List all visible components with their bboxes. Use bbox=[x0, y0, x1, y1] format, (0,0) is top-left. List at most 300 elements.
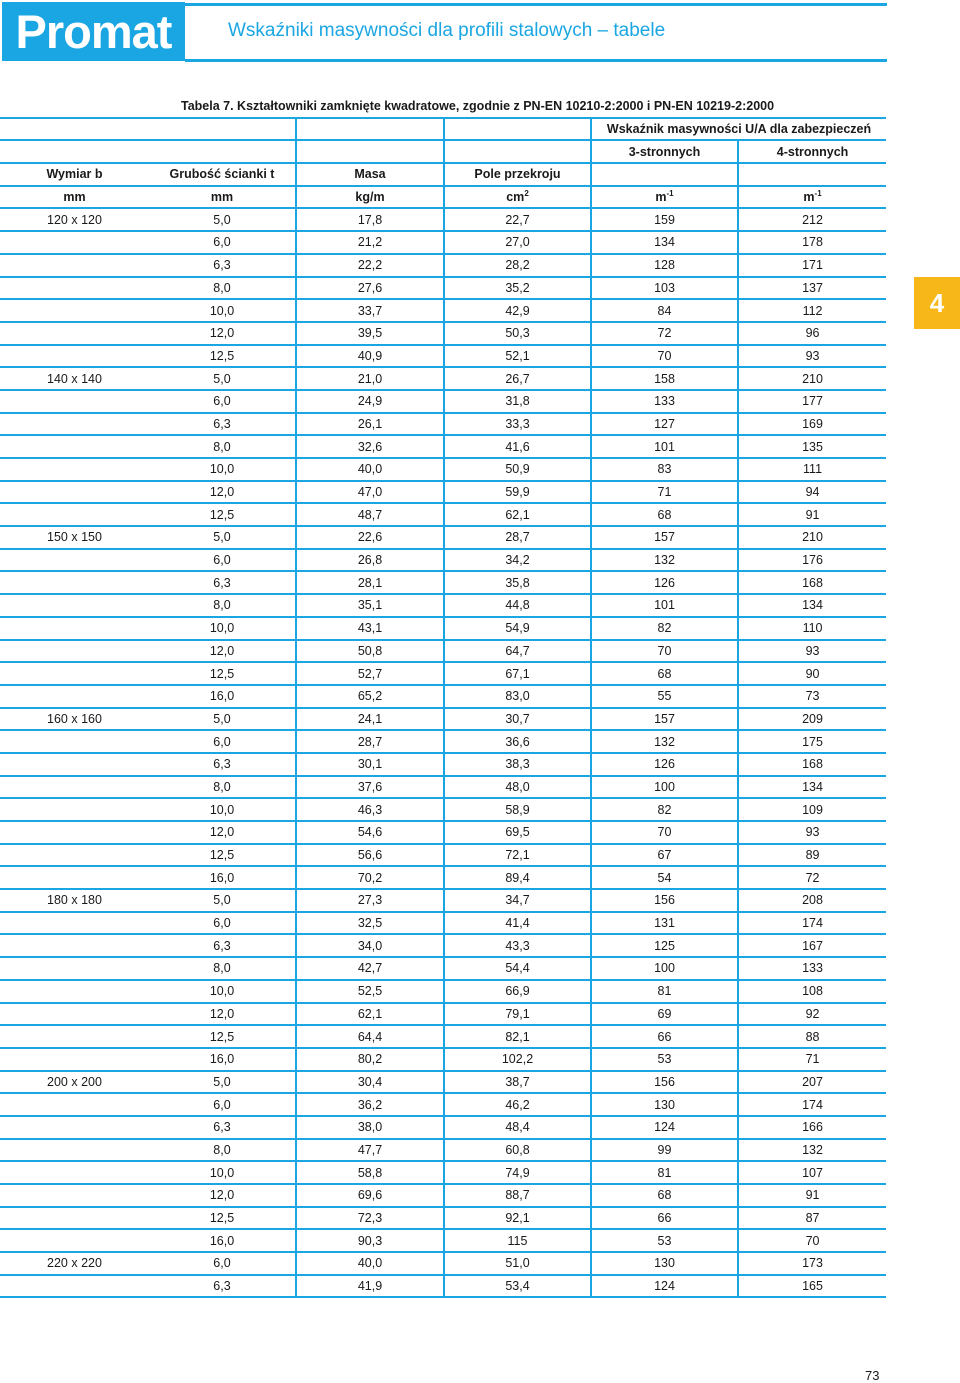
table-cell: 102,2 bbox=[444, 1048, 591, 1071]
table-row bbox=[0, 957, 886, 980]
table-cell: 80,2 bbox=[296, 1048, 444, 1071]
header-cell bbox=[444, 118, 591, 141]
table-cell: 124 bbox=[591, 1116, 738, 1139]
table-cell: 10,0 bbox=[149, 798, 296, 821]
table-cell: 84 bbox=[591, 299, 738, 322]
table-cell: 82,1 bbox=[444, 1025, 591, 1048]
table-cell: 50,3 bbox=[444, 322, 591, 345]
header-row-units bbox=[0, 186, 886, 209]
table-cell: 156 bbox=[591, 889, 738, 912]
table-cell: 32,5 bbox=[296, 912, 444, 935]
table-cell: 10,0 bbox=[149, 1161, 296, 1184]
header-cell bbox=[0, 140, 149, 163]
table-cell: 99 bbox=[591, 1139, 738, 1162]
table-cell bbox=[0, 1048, 149, 1071]
table-cell: 8,0 bbox=[149, 957, 296, 980]
table-cell: 12,0 bbox=[149, 322, 296, 345]
table-cell: 68 bbox=[591, 662, 738, 685]
table-cell bbox=[0, 322, 149, 345]
table-cell: 110 bbox=[738, 617, 886, 640]
table-cell: 52,1 bbox=[444, 345, 591, 368]
table-cell: 16,0 bbox=[149, 1048, 296, 1071]
table-row bbox=[0, 617, 886, 640]
table-cell: 90,3 bbox=[296, 1229, 444, 1252]
table-cell: 89 bbox=[738, 844, 886, 867]
table-cell: 87 bbox=[738, 1207, 886, 1230]
table-cell: 37,6 bbox=[296, 776, 444, 799]
table-row bbox=[0, 1184, 886, 1207]
table-row bbox=[0, 753, 886, 776]
table-cell: 36,2 bbox=[296, 1093, 444, 1116]
table-cell: 6,0 bbox=[149, 730, 296, 753]
table-cell bbox=[0, 821, 149, 844]
table-cell: 70,2 bbox=[296, 866, 444, 889]
table-cell: 208 bbox=[738, 889, 886, 912]
table-cell: 8,0 bbox=[149, 776, 296, 799]
table-cell bbox=[0, 798, 149, 821]
table-cell: 130 bbox=[591, 1252, 738, 1275]
table-cell: 6,0 bbox=[149, 912, 296, 935]
table-cell: 68 bbox=[591, 503, 738, 526]
table-cell: 124 bbox=[591, 1275, 738, 1298]
col-header-mass: Masa bbox=[296, 163, 444, 186]
table-cell: 6,3 bbox=[149, 571, 296, 594]
table-cell bbox=[0, 1003, 149, 1026]
table-cell: 200 x 200 bbox=[0, 1071, 149, 1094]
table-cell: 28,7 bbox=[296, 730, 444, 753]
table-cell: 67 bbox=[591, 844, 738, 867]
table-cell: 59,9 bbox=[444, 481, 591, 504]
table-cell: 28,2 bbox=[444, 254, 591, 277]
table-cell: 133 bbox=[591, 390, 738, 413]
table-cell: 115 bbox=[444, 1229, 591, 1252]
chapter-tab-marker: 4 bbox=[914, 277, 960, 329]
table-cell: 126 bbox=[591, 753, 738, 776]
table-cell bbox=[0, 1025, 149, 1048]
table-cell: 171 bbox=[738, 254, 886, 277]
header-rule-top bbox=[185, 3, 887, 6]
table-cell: 64,7 bbox=[444, 640, 591, 663]
table-cell bbox=[0, 662, 149, 685]
table-cell: 158 bbox=[591, 367, 738, 390]
table-cell: 47,7 bbox=[296, 1139, 444, 1162]
table-cell: 137 bbox=[738, 277, 886, 300]
table-row bbox=[0, 980, 886, 1003]
table-caption-row bbox=[0, 96, 886, 118]
table-cell: 33,7 bbox=[296, 299, 444, 322]
table-cell bbox=[0, 1139, 149, 1162]
table-cell: 32,6 bbox=[296, 435, 444, 458]
table-row bbox=[0, 1139, 886, 1162]
table-row bbox=[0, 503, 886, 526]
unit-base: m bbox=[803, 190, 815, 205]
table-cell bbox=[0, 957, 149, 980]
header-rule-bottom bbox=[185, 59, 887, 62]
table-cell: 41,9 bbox=[296, 1275, 444, 1298]
table-cell: 51,0 bbox=[444, 1252, 591, 1275]
table-cell: 12,0 bbox=[149, 481, 296, 504]
table-row bbox=[0, 662, 886, 685]
table-row bbox=[0, 821, 886, 844]
table-cell: 93 bbox=[738, 345, 886, 368]
table-cell: 12,5 bbox=[149, 662, 296, 685]
table-cell: 140 x 140 bbox=[0, 367, 149, 390]
table-cell: 100 bbox=[591, 776, 738, 799]
table-row bbox=[0, 1071, 886, 1094]
table-cell: 180 x 180 bbox=[0, 889, 149, 912]
table-row bbox=[0, 254, 886, 277]
table-row bbox=[0, 730, 886, 753]
table-cell: 112 bbox=[738, 299, 886, 322]
table-row bbox=[0, 776, 886, 799]
header-row-sub bbox=[0, 140, 886, 163]
table-cell: 54,6 bbox=[296, 821, 444, 844]
table-cell: 43,3 bbox=[444, 934, 591, 957]
table-cell bbox=[0, 549, 149, 572]
table-cell: 38,7 bbox=[444, 1071, 591, 1094]
table-cell: 10,0 bbox=[149, 980, 296, 1003]
table-row bbox=[0, 571, 886, 594]
table-cell: 72,3 bbox=[296, 1207, 444, 1230]
table-cell: 178 bbox=[738, 231, 886, 254]
table-cell: 167 bbox=[738, 934, 886, 957]
table-cell: 70 bbox=[591, 821, 738, 844]
table-cell: 120 x 120 bbox=[0, 208, 149, 231]
header-row-columns bbox=[0, 163, 886, 186]
table-cell bbox=[0, 617, 149, 640]
profile-table bbox=[0, 96, 886, 1298]
table-cell: 8,0 bbox=[149, 594, 296, 617]
table-cell: 69,6 bbox=[296, 1184, 444, 1207]
table-cell: 71 bbox=[591, 481, 738, 504]
table-row bbox=[0, 685, 886, 708]
table-cell: 70 bbox=[591, 345, 738, 368]
table-cell: 27,6 bbox=[296, 277, 444, 300]
table-cell: 89,4 bbox=[444, 866, 591, 889]
table-cell bbox=[0, 435, 149, 458]
table-cell: 6,0 bbox=[149, 1252, 296, 1275]
table-cell: 107 bbox=[738, 1161, 886, 1184]
table-cell: 6,3 bbox=[149, 934, 296, 957]
table-cell: 92,1 bbox=[444, 1207, 591, 1230]
table-cell bbox=[0, 1093, 149, 1116]
unit-superscript: -1 bbox=[814, 188, 822, 198]
table-cell: 90 bbox=[738, 662, 886, 685]
table-cell: 39,5 bbox=[296, 322, 444, 345]
table-cell: 82 bbox=[591, 798, 738, 821]
table-cell: 6,3 bbox=[149, 254, 296, 277]
table-row bbox=[0, 1116, 886, 1139]
table-cell: 58,8 bbox=[296, 1161, 444, 1184]
table-row bbox=[0, 1229, 886, 1252]
group-header: Wskaźnik masywności U/A dla zabezpieczeń bbox=[591, 118, 886, 141]
table-cell bbox=[0, 503, 149, 526]
table-cell: 66,9 bbox=[444, 980, 591, 1003]
table-cell: 64,4 bbox=[296, 1025, 444, 1048]
table-cell: 67,1 bbox=[444, 662, 591, 685]
header-cell bbox=[738, 163, 886, 186]
table-cell: 58,9 bbox=[444, 798, 591, 821]
table-cell: 55 bbox=[591, 685, 738, 708]
table-cell: 12,5 bbox=[149, 503, 296, 526]
table-cell: 68 bbox=[591, 1184, 738, 1207]
table-cell bbox=[0, 1207, 149, 1230]
document-title: Wskaźniki masywności dla profili stalowych – tabele bbox=[228, 20, 666, 41]
table-cell: 10,0 bbox=[149, 458, 296, 481]
table-row bbox=[0, 322, 886, 345]
table-cell: 66 bbox=[591, 1025, 738, 1048]
table-cell: 128 bbox=[591, 254, 738, 277]
table-cell: 93 bbox=[738, 640, 886, 663]
table-cell: 209 bbox=[738, 708, 886, 731]
table-cell: 5,0 bbox=[149, 208, 296, 231]
table-cell: 26,7 bbox=[444, 367, 591, 390]
table-cell bbox=[0, 345, 149, 368]
table-row bbox=[0, 1207, 886, 1230]
table-row bbox=[0, 889, 886, 912]
table-cell: 12,5 bbox=[149, 1025, 296, 1048]
table-cell: 42,9 bbox=[444, 299, 591, 322]
table-cell: 54,9 bbox=[444, 617, 591, 640]
table-cell: 212 bbox=[738, 208, 886, 231]
table-cell: 150 x 150 bbox=[0, 526, 149, 549]
table-cell: 72 bbox=[591, 322, 738, 345]
table-cell bbox=[0, 1161, 149, 1184]
table-cell: 93 bbox=[738, 821, 886, 844]
table-cell: 132 bbox=[591, 549, 738, 572]
table-cell: 165 bbox=[738, 1275, 886, 1298]
header-cell bbox=[149, 140, 296, 163]
table-cell bbox=[0, 866, 149, 889]
table-cell: 42,7 bbox=[296, 957, 444, 980]
table-cell: 70 bbox=[591, 640, 738, 663]
table-cell: 131 bbox=[591, 912, 738, 935]
table-cell: 34,0 bbox=[296, 934, 444, 957]
table-cell bbox=[0, 277, 149, 300]
table-row bbox=[0, 1275, 886, 1298]
table-cell: 8,0 bbox=[149, 435, 296, 458]
table-cell: 41,6 bbox=[444, 435, 591, 458]
sub-header-4-sided: 4-stronnych bbox=[738, 140, 886, 163]
table-cell: 33,3 bbox=[444, 413, 591, 436]
sub-header-3-sided: 3-stronnych bbox=[591, 140, 738, 163]
table-cell: 5,0 bbox=[149, 889, 296, 912]
table-cell: 6,3 bbox=[149, 753, 296, 776]
table-cell: 100 bbox=[591, 957, 738, 980]
unit-superscript: -1 bbox=[666, 188, 674, 198]
table-cell: 174 bbox=[738, 1093, 886, 1116]
table-cell: 130 bbox=[591, 1093, 738, 1116]
table-cell: 34,7 bbox=[444, 889, 591, 912]
table-cell: 132 bbox=[591, 730, 738, 753]
unit-m-inverse bbox=[738, 186, 886, 209]
table-cell: 35,8 bbox=[444, 571, 591, 594]
table-cell: 34,2 bbox=[444, 549, 591, 572]
table-caption: Tabela 7. Kształtowniki zamknięte kwadratowe, zgodnie z PN-EN 10210-2:2000 i PN-EN 10219-2:2000 bbox=[0, 96, 886, 118]
table-cell: 159 bbox=[591, 208, 738, 231]
table-cell: 5,0 bbox=[149, 367, 296, 390]
table-cell: 81 bbox=[591, 1161, 738, 1184]
table-cell: 62,1 bbox=[444, 503, 591, 526]
table-row bbox=[0, 912, 886, 935]
table-cell: 43,1 bbox=[296, 617, 444, 640]
table-cell: 94 bbox=[738, 481, 886, 504]
table-cell bbox=[0, 912, 149, 935]
table-cell bbox=[0, 571, 149, 594]
unit-cm2 bbox=[444, 186, 591, 209]
table-cell: 160 x 160 bbox=[0, 708, 149, 731]
table-cell bbox=[0, 1275, 149, 1298]
table-cell: 46,3 bbox=[296, 798, 444, 821]
table-cell: 36,6 bbox=[444, 730, 591, 753]
table-row bbox=[0, 277, 886, 300]
table-cell: 22,2 bbox=[296, 254, 444, 277]
table-cell: 30,1 bbox=[296, 753, 444, 776]
table-cell: 53 bbox=[591, 1229, 738, 1252]
table-cell: 12,0 bbox=[149, 640, 296, 663]
table-cell: 6,0 bbox=[149, 231, 296, 254]
unit-m-inverse bbox=[591, 186, 738, 209]
table-row bbox=[0, 345, 886, 368]
table-row bbox=[0, 413, 886, 436]
table-cell: 156 bbox=[591, 1071, 738, 1094]
table-cell: 24,9 bbox=[296, 390, 444, 413]
table-cell: 40,0 bbox=[296, 458, 444, 481]
table-row bbox=[0, 458, 886, 481]
table-cell: 22,7 bbox=[444, 208, 591, 231]
table-cell: 41,4 bbox=[444, 912, 591, 935]
table-cell: 27,3 bbox=[296, 889, 444, 912]
table-row bbox=[0, 390, 886, 413]
table-cell: 72 bbox=[738, 866, 886, 889]
table-cell: 26,8 bbox=[296, 549, 444, 572]
table-cell: 69,5 bbox=[444, 821, 591, 844]
table-cell bbox=[0, 481, 149, 504]
table-cell: 132 bbox=[738, 1139, 886, 1162]
table-cell: 12,5 bbox=[149, 844, 296, 867]
table-row bbox=[0, 367, 886, 390]
table-cell: 210 bbox=[738, 367, 886, 390]
table-cell: 134 bbox=[738, 776, 886, 799]
page-number: 73 bbox=[865, 1368, 880, 1383]
table-cell bbox=[0, 1229, 149, 1252]
table-cell bbox=[0, 1184, 149, 1207]
header-cell bbox=[444, 140, 591, 163]
table-cell: 168 bbox=[738, 571, 886, 594]
table-cell bbox=[0, 413, 149, 436]
unit-base: m bbox=[655, 190, 667, 205]
table-cell: 12,0 bbox=[149, 1003, 296, 1026]
table-cell bbox=[0, 753, 149, 776]
table-cell: 169 bbox=[738, 413, 886, 436]
table-cell: 88 bbox=[738, 1025, 886, 1048]
table-cell: 53,4 bbox=[444, 1275, 591, 1298]
header-cell bbox=[149, 118, 296, 141]
table-cell: 65,2 bbox=[296, 685, 444, 708]
col-header-thickness: Grubość ścianki t bbox=[149, 163, 296, 186]
unit-mm: mm bbox=[0, 186, 149, 209]
unit-mm: mm bbox=[149, 186, 296, 209]
table-cell: 8,0 bbox=[149, 277, 296, 300]
table-cell: 174 bbox=[738, 912, 886, 935]
table-cell: 109 bbox=[738, 798, 886, 821]
table-cell: 22,6 bbox=[296, 526, 444, 549]
table-cell: 133 bbox=[738, 957, 886, 980]
header-cell bbox=[296, 118, 444, 141]
table-cell: 81 bbox=[591, 980, 738, 1003]
table-row bbox=[0, 1048, 886, 1071]
table-cell: 53 bbox=[591, 1048, 738, 1071]
table-cell: 10,0 bbox=[149, 299, 296, 322]
table-cell: 50,9 bbox=[444, 458, 591, 481]
header-cell bbox=[296, 140, 444, 163]
table-cell: 66 bbox=[591, 1207, 738, 1230]
table-cell: 48,0 bbox=[444, 776, 591, 799]
table-row bbox=[0, 208, 886, 231]
table-cell: 74,9 bbox=[444, 1161, 591, 1184]
table-cell bbox=[0, 685, 149, 708]
table-cell: 38,0 bbox=[296, 1116, 444, 1139]
table-row bbox=[0, 844, 886, 867]
table-cell: 126 bbox=[591, 571, 738, 594]
table-cell: 210 bbox=[738, 526, 886, 549]
table-cell: 12,0 bbox=[149, 1184, 296, 1207]
table-cell: 12,5 bbox=[149, 1207, 296, 1230]
table-row bbox=[0, 798, 886, 821]
table-row bbox=[0, 526, 886, 549]
promat-logo: Promat bbox=[2, 2, 185, 61]
table-cell: 12,5 bbox=[149, 345, 296, 368]
table-cell: 21,2 bbox=[296, 231, 444, 254]
table-cell: 83 bbox=[591, 458, 738, 481]
table-cell: 5,0 bbox=[149, 526, 296, 549]
table-cell: 28,1 bbox=[296, 571, 444, 594]
table-row bbox=[0, 1003, 886, 1026]
table-cell: 79,1 bbox=[444, 1003, 591, 1026]
table-cell: 157 bbox=[591, 526, 738, 549]
table-cell: 52,7 bbox=[296, 662, 444, 685]
table-row bbox=[0, 435, 886, 458]
header-cell bbox=[0, 118, 149, 141]
table-cell: 6,0 bbox=[149, 549, 296, 572]
table-cell: 175 bbox=[738, 730, 886, 753]
table-cell: 54 bbox=[591, 866, 738, 889]
table-cell: 127 bbox=[591, 413, 738, 436]
table-cell: 52,5 bbox=[296, 980, 444, 1003]
table-cell: 40,9 bbox=[296, 345, 444, 368]
unit-base: cm bbox=[506, 190, 525, 205]
table-cell bbox=[0, 844, 149, 867]
table-cell: 82 bbox=[591, 617, 738, 640]
table-row bbox=[0, 481, 886, 504]
table-cell: 47,0 bbox=[296, 481, 444, 504]
table-cell: 62,1 bbox=[296, 1003, 444, 1026]
unit-kg-per-m: kg/m bbox=[296, 186, 444, 209]
table-cell: 173 bbox=[738, 1252, 886, 1275]
table-cell: 92 bbox=[738, 1003, 886, 1026]
table-cell: 54,4 bbox=[444, 957, 591, 980]
table-cell bbox=[0, 934, 149, 957]
table-row bbox=[0, 866, 886, 889]
table-cell: 48,4 bbox=[444, 1116, 591, 1139]
table-cell: 91 bbox=[738, 503, 886, 526]
header-row-group bbox=[0, 118, 886, 141]
table-row bbox=[0, 549, 886, 572]
table-cell: 69 bbox=[591, 1003, 738, 1026]
table-cell: 48,7 bbox=[296, 503, 444, 526]
table-cell bbox=[0, 594, 149, 617]
table-cell: 60,8 bbox=[444, 1139, 591, 1162]
